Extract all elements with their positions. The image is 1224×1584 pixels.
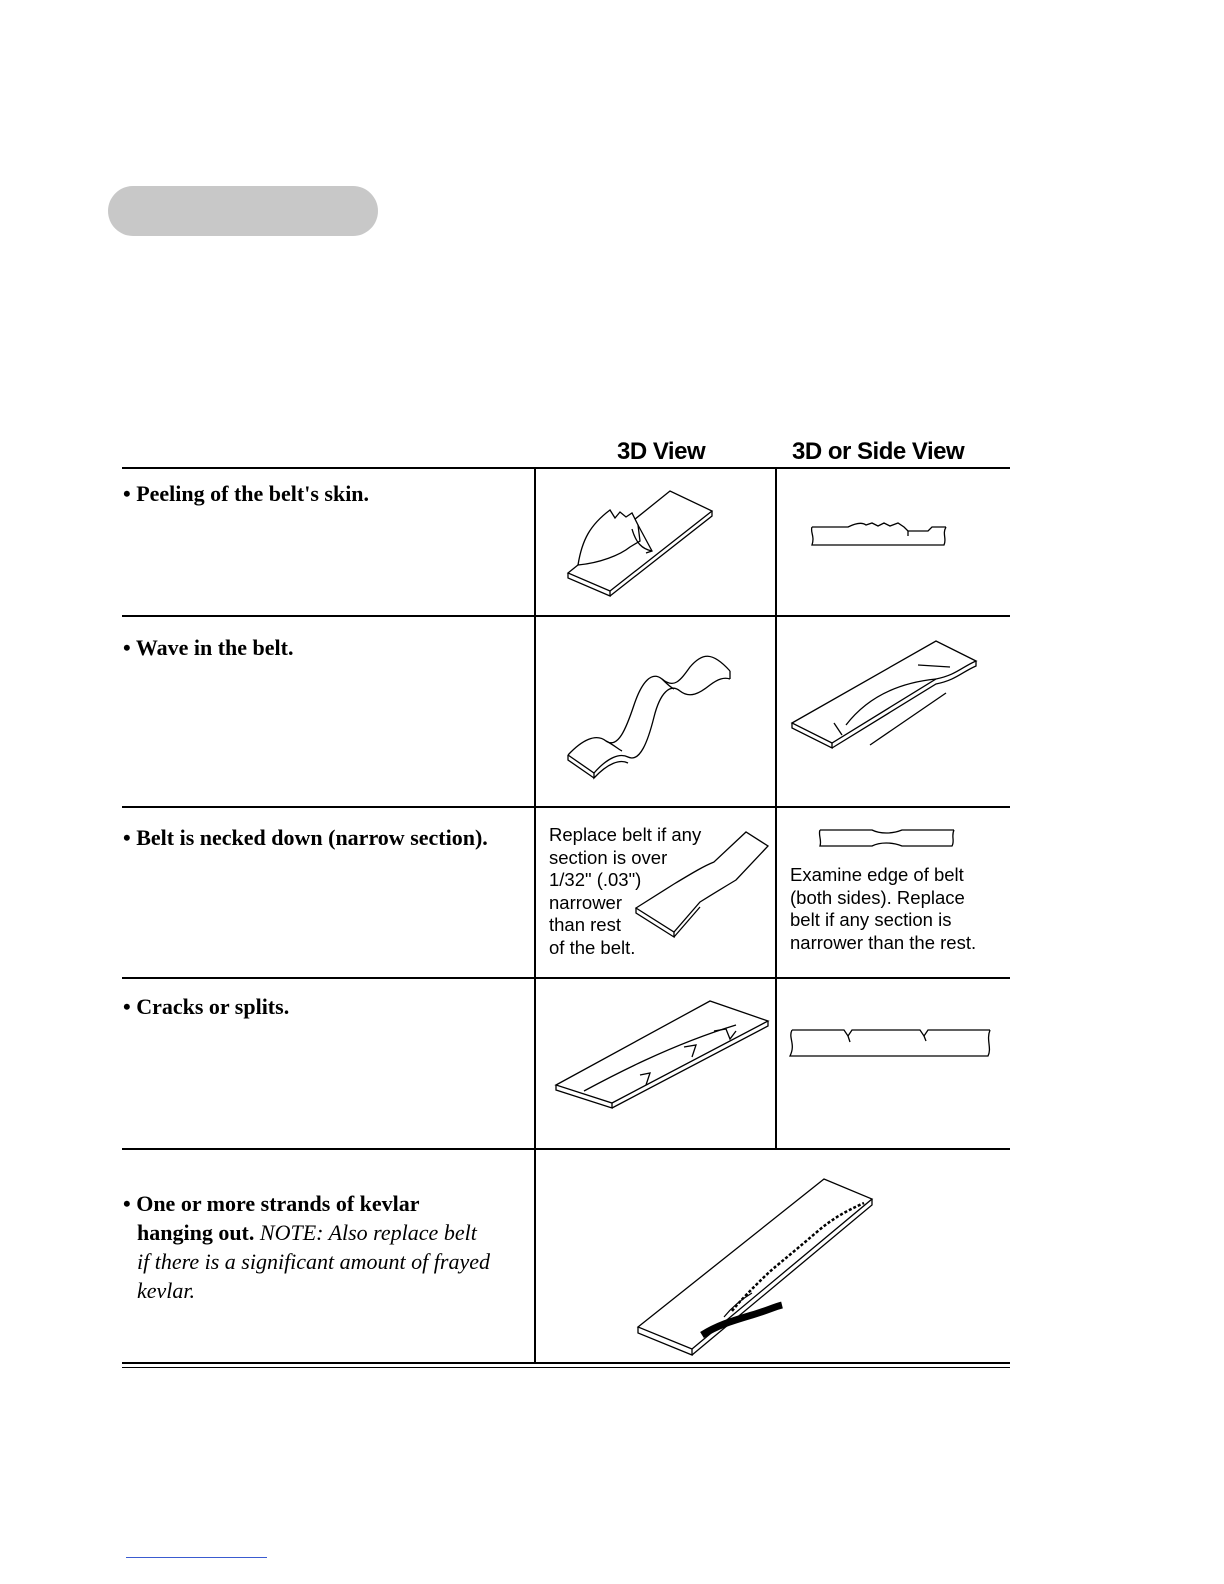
condition-peeling: [123, 479, 369, 508]
column-header-side-view: 3D or Side View: [792, 438, 965, 465]
table-rule-bottom-double: [122, 1367, 1010, 1368]
necked-belt-3d-note: Replace belt if any section is over 1/32" (.03") narrower than rest of the belt.: [549, 824, 702, 958]
condition-necked-down: [123, 823, 488, 852]
necked-belt-side-note: Examine edge of belt (both sides). Replace belt if any section is narrower than the rest.: [790, 864, 977, 953]
condition-text: hanging out.: [137, 1220, 255, 1245]
necked-belt-side-icon: [816, 826, 958, 854]
condition-text: Wave in the belt.: [135, 635, 294, 660]
bullet: •: [123, 481, 131, 506]
wavy-belt-side-icon: [786, 635, 981, 750]
wavy-belt-3d-icon: [562, 645, 732, 780]
necked-belt-3d-icon: [634, 828, 770, 940]
condition-cracks: [123, 992, 289, 1021]
table-rule-top: [122, 467, 1010, 469]
note-label: NOTE:: [259, 1220, 324, 1245]
note-text: Also replace belt: [328, 1220, 477, 1245]
table-rule: [122, 1148, 1010, 1150]
frayed-kevlar-belt-icon: [632, 1175, 882, 1360]
condition-text: Belt is necked down (narrow section).: [136, 825, 488, 850]
note-text: kevlar.: [137, 1278, 196, 1303]
section-title-pill: [108, 186, 378, 236]
column-divider: [775, 467, 777, 1150]
condition-wave: [123, 633, 293, 662]
column-divider: [534, 467, 536, 1364]
table-rule-bottom: [122, 1362, 1010, 1364]
table-rule: [122, 806, 1010, 808]
bullet: •: [123, 635, 131, 660]
footer-link-rule: [126, 1557, 267, 1558]
condition-text: Cracks or splits.: [136, 994, 290, 1019]
condition-text: Peeling of the belt's skin.: [136, 481, 370, 506]
condition-text: One or more strands of kevlar: [136, 1191, 420, 1216]
bullet: •: [123, 825, 131, 850]
peeling-belt-3d-icon: [560, 485, 720, 595]
cracked-belt-side-icon: [786, 1024, 996, 1062]
bullet: •: [123, 1191, 131, 1216]
condition-kevlar-strands: [123, 1189, 490, 1305]
table-rule: [122, 977, 1010, 979]
table-rule: [122, 615, 1010, 617]
peeling-belt-side-icon: [808, 518, 950, 550]
cracked-belt-3d-icon: [550, 995, 775, 1115]
bullet: •: [123, 994, 131, 1019]
column-header-3d-view: 3D View: [617, 438, 706, 465]
note-text: if there is a significant amount of frayed: [137, 1249, 490, 1274]
